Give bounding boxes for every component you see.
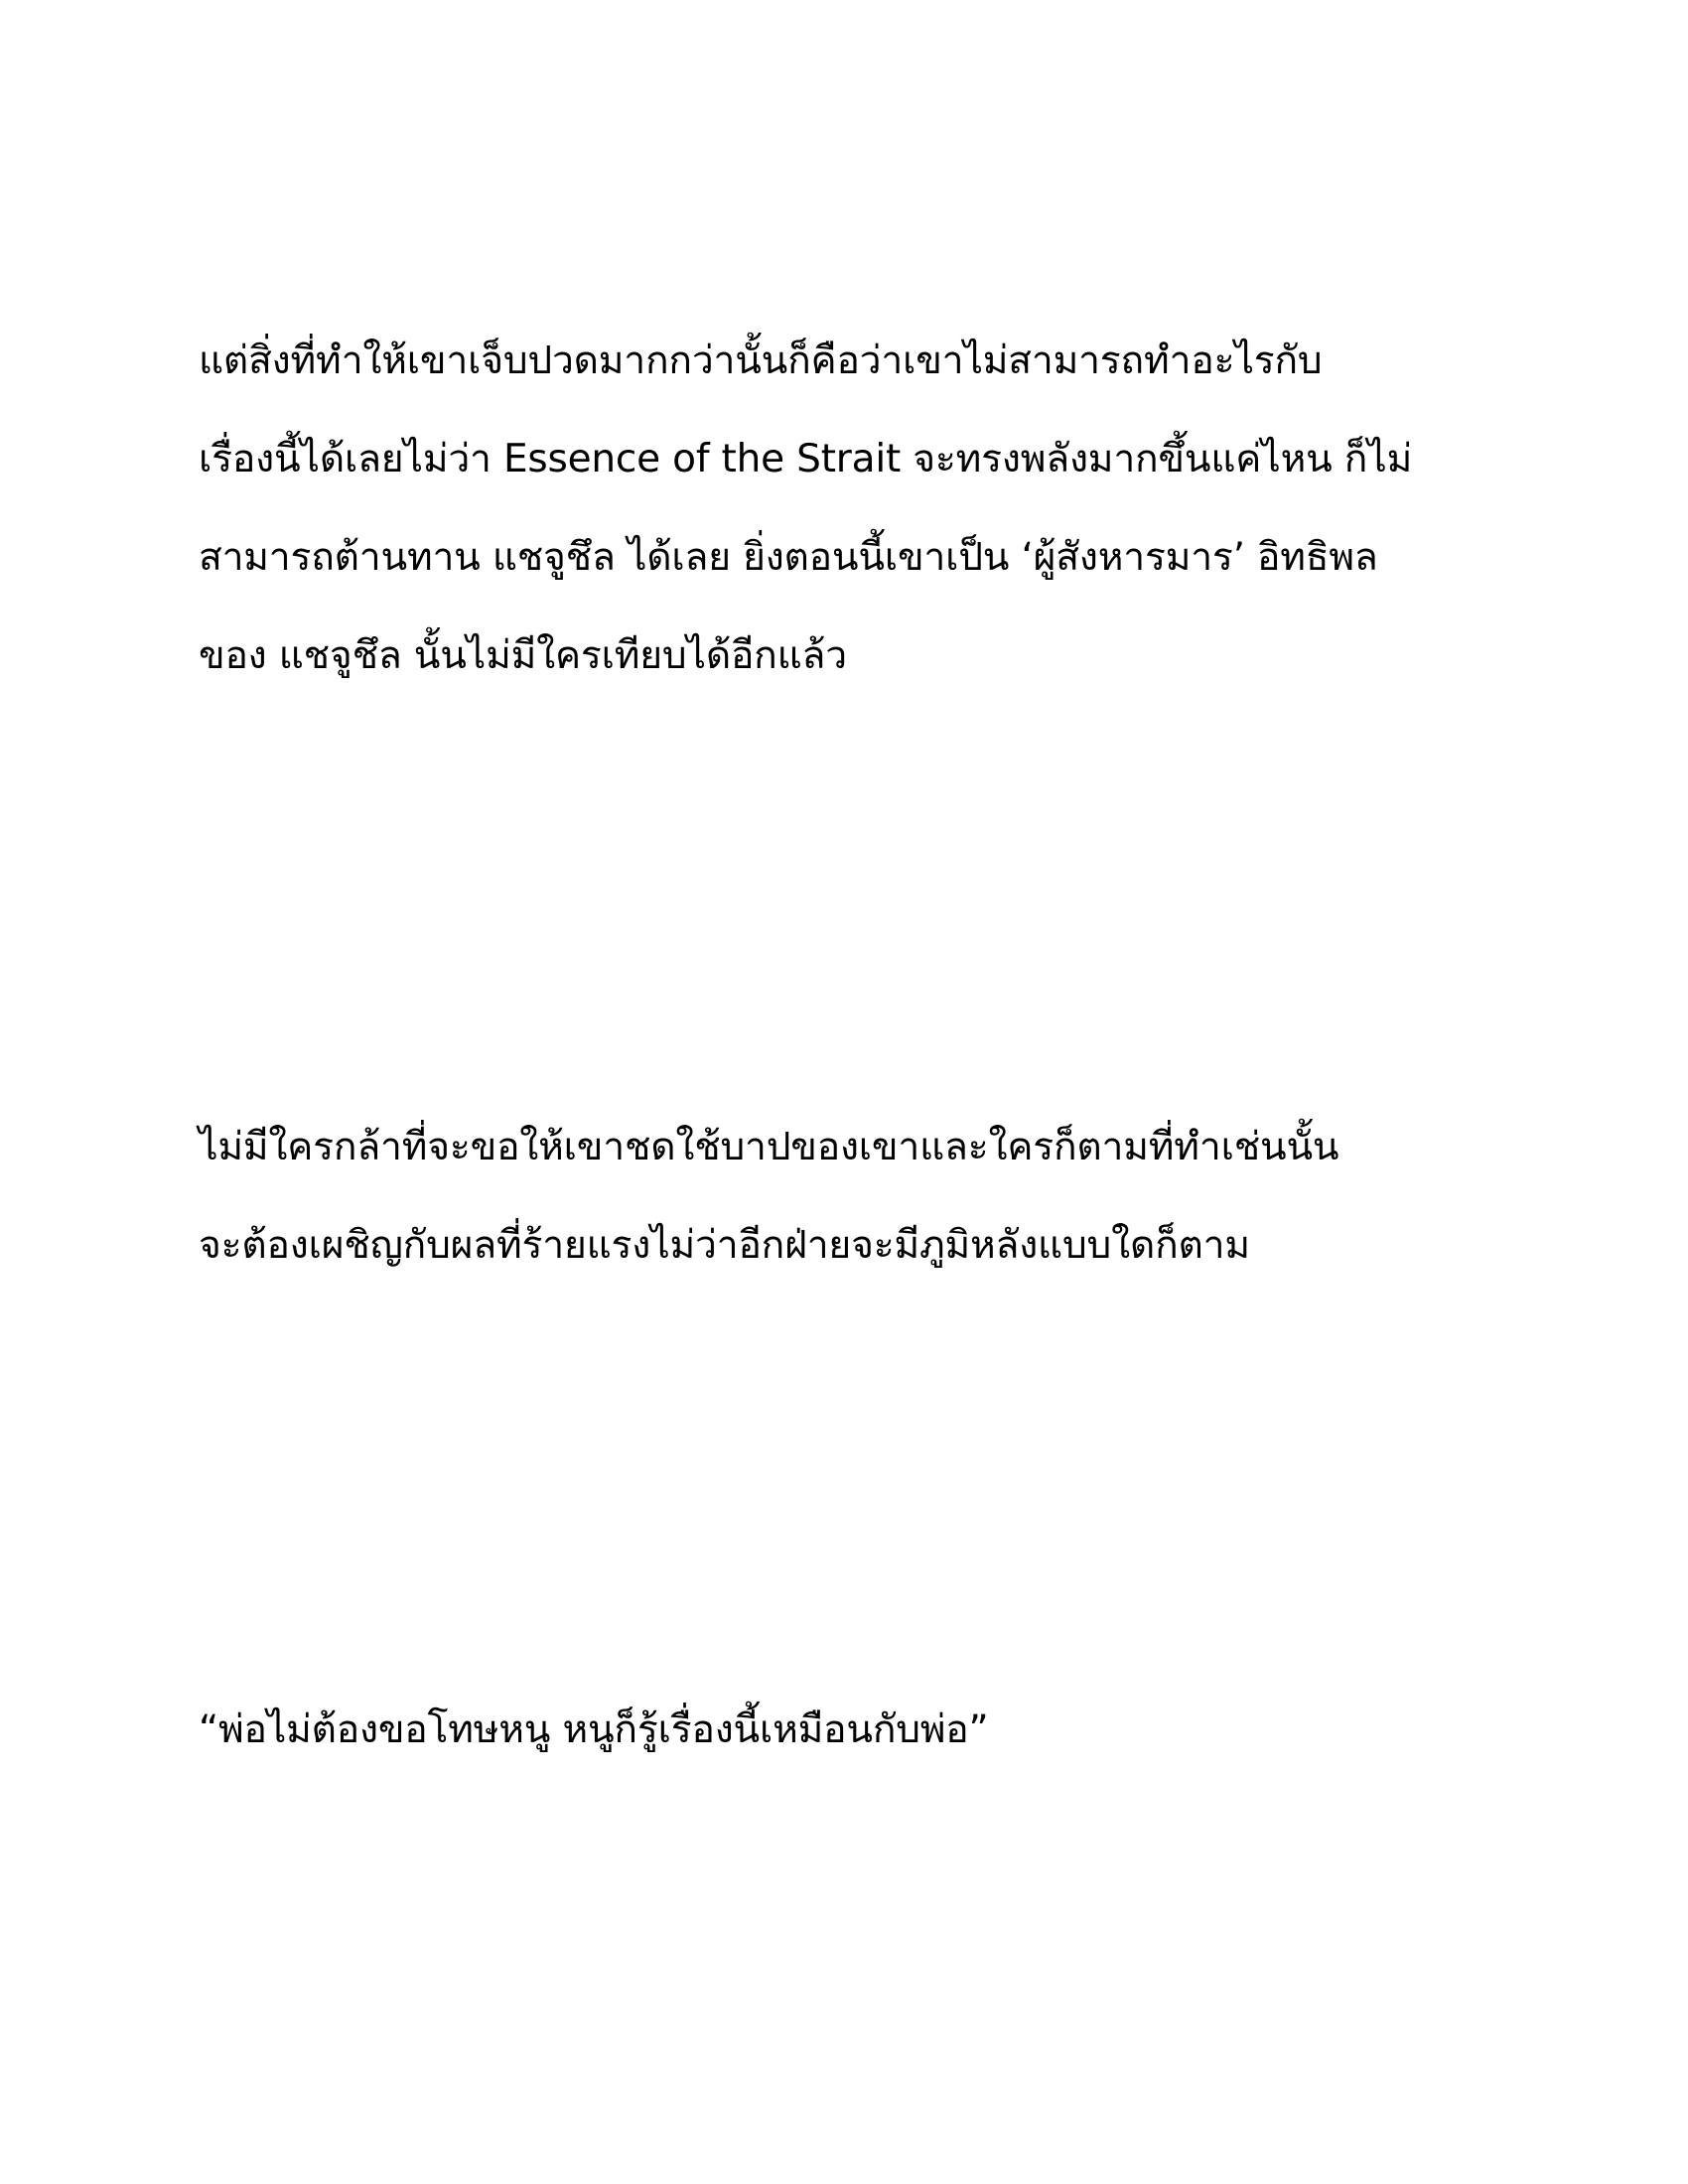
paragraph-line: แต่สิ่งที่ทำให้เขาเจ็บปวดมากกว่านั้นก็คือว่าเขาไม่สามารถทำอะไรกับ xyxy=(199,339,1323,383)
paragraph-line: ไม่มีใครกล้าที่จะขอให้เขาชดใช้บาปของเขาและใครก็ตามที่ทำเช่นนั้น xyxy=(199,1125,1339,1169)
paragraph-line: สามารถต้านทาน แชจูชึล ได้เลย ยิ่งตอนนี้เขาเป็น ‘ผู้สังหารมาร’ อิทธิพล xyxy=(199,535,1378,580)
paragraph-1 xyxy=(199,312,1489,705)
paragraph-line: ของ แชจูชึล นั้นไม่มีใครเทียบได้อีกแล้ว xyxy=(199,633,847,678)
paragraph-line: “พ่อไม่ต้องขอโทษหนู หนูก็รู้เรื่องนี้เหมือนกับพ่อ” xyxy=(199,1707,989,1752)
paragraph-line: เรื่องนี้ได้เลยไม่ว่า Essence of the Strait จะทรงพลังมากขึ้นแค่ไหน ก็ไม่ xyxy=(199,437,1413,481)
paragraph-line: จะต้องเผชิญกับผลที่ร้ายแรงไม่ว่าอีกฝ่ายจะมีภูมิหลังแบบใดก็ตาม xyxy=(199,1223,1250,1268)
dialogue-quote xyxy=(199,1681,1489,1779)
paragraph-2 xyxy=(199,1098,1489,1295)
